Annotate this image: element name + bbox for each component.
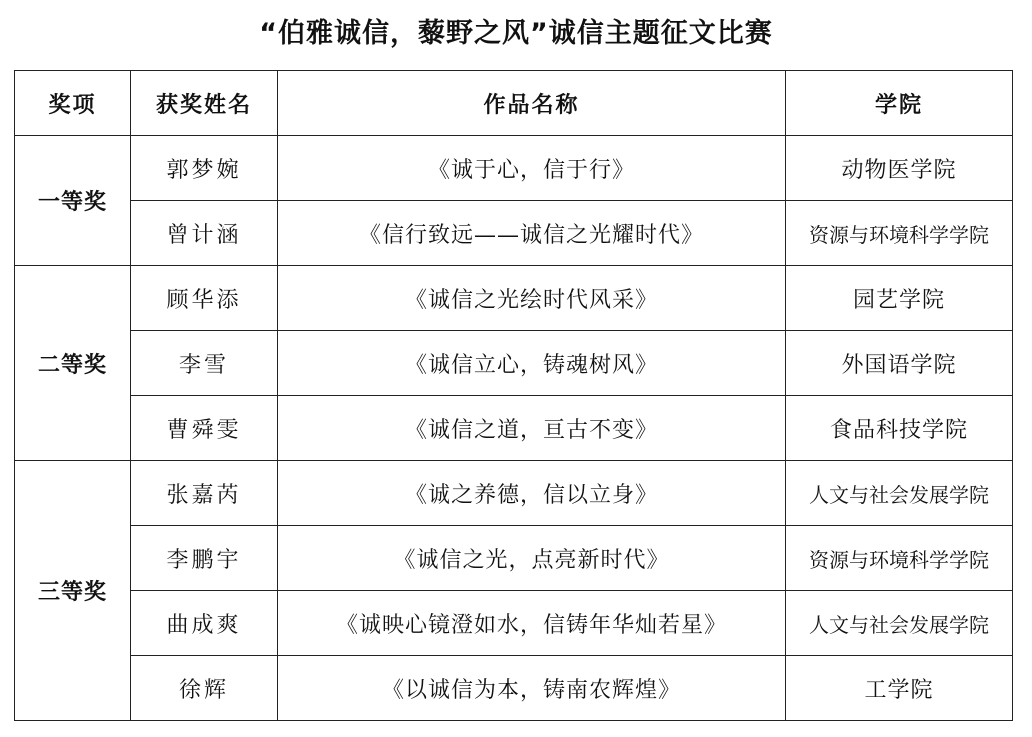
table-row	[15, 201, 1013, 266]
work-title: 《诚之养德，信以立身》	[278, 461, 786, 526]
college-name: 工学院	[786, 656, 1013, 721]
table-row	[15, 266, 1013, 331]
college-name: 食品科技学院	[786, 396, 1013, 461]
header-level: 奖项	[15, 71, 131, 136]
work-title: 《诚信之道，亘古不变》	[278, 396, 786, 461]
winner-name: 郭梦婉	[131, 136, 278, 201]
award-level-third: 三等奖	[15, 461, 131, 721]
winner-name: 曹舜雯	[131, 396, 278, 461]
winner-name: 李鹏宇	[131, 526, 278, 591]
college-name: 人文与社会发展学院	[786, 591, 1013, 656]
winner-name: 李雪	[131, 331, 278, 396]
table-row	[15, 331, 1013, 396]
college-name: 人文与社会发展学院	[786, 461, 1013, 526]
header-name: 获奖姓名	[131, 71, 278, 136]
award-level-second: 二等奖	[15, 266, 131, 461]
winner-name: 顾华添	[131, 266, 278, 331]
work-title: 《诚信立心，铸魂树风》	[278, 331, 786, 396]
work-title: 《诚于心，信于行》	[278, 136, 786, 201]
awards-table	[14, 70, 1013, 721]
college-name: 外国语学院	[786, 331, 1013, 396]
college-name: 资源与环境科学学院	[786, 201, 1013, 266]
work-title: 《信行致远——诚信之光耀时代》	[278, 201, 786, 266]
table-row	[15, 136, 1013, 201]
work-title: 《诚信之光，点亮新时代》	[278, 526, 786, 591]
table-row	[15, 396, 1013, 461]
table-row	[15, 591, 1013, 656]
table-header-row	[15, 71, 1013, 136]
table-row	[15, 656, 1013, 721]
winner-name: 曾计涵	[131, 201, 278, 266]
winner-name: 曲成爽	[131, 591, 278, 656]
college-name: 园艺学院	[786, 266, 1013, 331]
table-row	[15, 526, 1013, 591]
header-college: 学院	[786, 71, 1013, 136]
work-title: 《以诚信为本，铸南农辉煌》	[278, 656, 786, 721]
work-title: 《诚映心镜澄如水，信铸年华灿若星》	[278, 591, 786, 656]
college-name: 动物医学院	[786, 136, 1013, 201]
college-name: 资源与环境科学学院	[786, 526, 1013, 591]
header-work: 作品名称	[278, 71, 786, 136]
winner-name: 徐辉	[131, 656, 278, 721]
table-row	[15, 461, 1013, 526]
award-level-first: 一等奖	[15, 136, 131, 266]
work-title: 《诚信之光绘时代风采》	[278, 266, 786, 331]
winner-name: 张嘉芮	[131, 461, 278, 526]
page-title: “伯雅诚信，藜野之风”诚信主题征文比赛	[259, 18, 773, 49]
